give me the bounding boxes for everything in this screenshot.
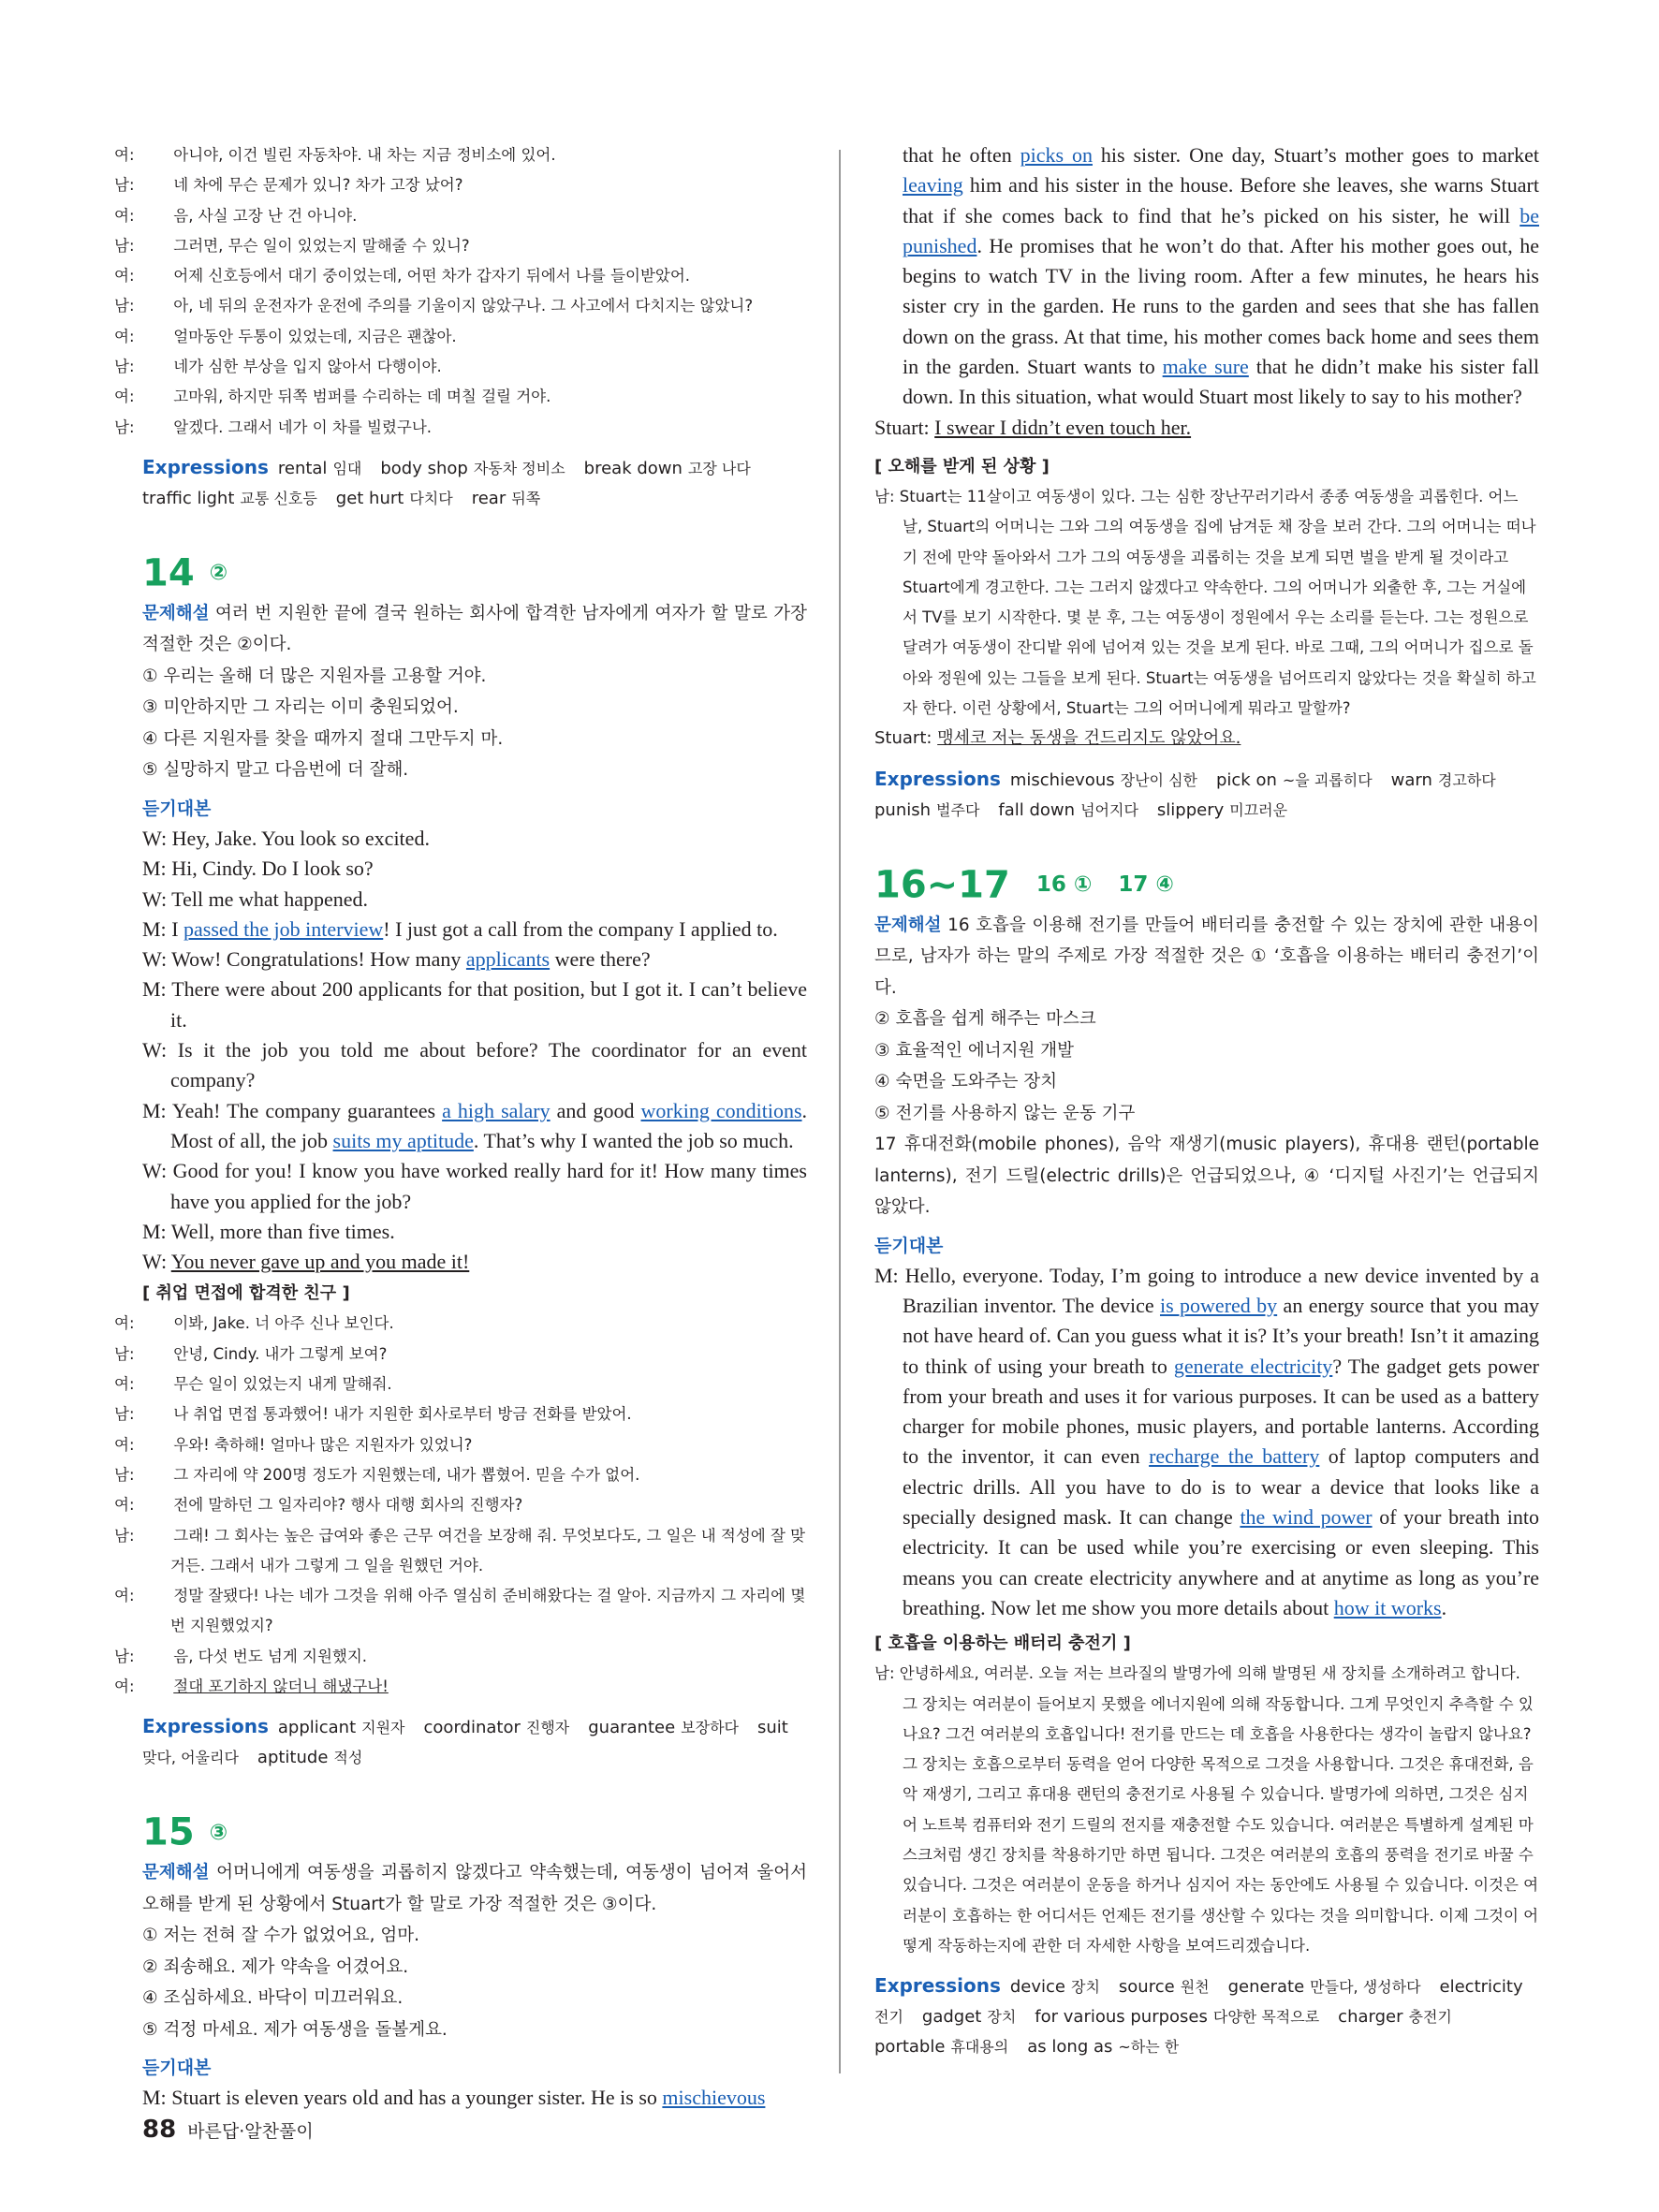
stuart-korean-answer: 맹세코 저는 동생을 건드리지도 않았어요. [937, 728, 1241, 749]
text-run: were there? [550, 947, 651, 972]
speaker: 남: [114, 417, 135, 436]
line-text: 우와! 축하해! 얼마나 많은 지원자가 있었니? [173, 1435, 473, 1454]
speaker: 여: [114, 1677, 135, 1695]
dialogue-line [114, 1340, 807, 1370]
q1617-korean [874, 1659, 1539, 1961]
expression-term: rear [471, 488, 507, 508]
expression-meaning: 넘어지다 [1080, 800, 1138, 819]
expression-term: rental [277, 458, 328, 478]
q15-options [142, 1920, 807, 2045]
option: ④ 다른 지원자를 찾을 때까지 절대 그만두지 마. [142, 728, 504, 749]
speaker: M: [874, 1263, 899, 1287]
expressions-16-17 [874, 1970, 1539, 2062]
text-run: . That’s why I wanted the job so much. [473, 1128, 794, 1152]
line-text: 고마워, 하지만 뒤쪽 범퍼를 수리하는 데 며칠 걸릴 거야. [173, 388, 551, 406]
dialogue-line [114, 140, 807, 170]
text-run: There were about 200 applicants for that position, but I got it. I can’t believe it. [170, 977, 807, 1032]
line-text: 네 차에 무슨 문제가 있니? 차가 고장 났어? [173, 176, 463, 195]
highlighted-phrase: leaving [903, 173, 963, 198]
stuart-korean-line [874, 724, 1539, 754]
text-run: Well, more than five times. [170, 1219, 395, 1243]
speaker: 남: [114, 1344, 135, 1363]
expression-term: generate [1227, 1977, 1305, 1998]
dialogue-line [114, 413, 807, 443]
expression-term: device [1009, 1977, 1065, 1998]
dialogue-line [114, 1581, 807, 1642]
expression-meaning: 장치 [987, 2008, 1017, 2027]
speaker: 남: [114, 1465, 135, 1484]
speaker: 여: [114, 206, 135, 225]
speaker: 여: [114, 388, 135, 406]
option: ① 우리는 올해 더 많은 지원자를 고용할 거야. [142, 666, 487, 686]
option: ③ 미안하지만 그 자리는 이미 충원되었어. [142, 697, 459, 718]
expression-term: punish [874, 799, 932, 820]
text-run: that he didn’t make his sister fall down. In this situation, what would Stuart most likely to say to his mother? [903, 355, 1539, 409]
dialogue-line [114, 322, 807, 352]
expression-meaning: 지원자 [361, 1719, 405, 1737]
script-line [142, 1096, 807, 1157]
expression-term: electricity [1439, 1977, 1523, 1998]
dialogue-line [114, 382, 807, 412]
q15-header [142, 1807, 807, 1857]
expressions-label: Expressions [874, 767, 1001, 790]
q15-explain-label: 문제해설 [142, 1863, 210, 1883]
text-run: and good [550, 1098, 641, 1122]
speaker: 여: [114, 1314, 135, 1333]
option: ② 죄송해요. 제가 약속을 어겼어요. [142, 1956, 409, 1977]
text-run: his sister. One day, Stuart’s mother goes to market [1092, 143, 1539, 167]
speaker: M: [142, 1219, 167, 1243]
q14-listen-label: 듣기대본 [142, 798, 212, 819]
stuart-line [874, 413, 1539, 443]
line-text: 그러면, 무슨 일이 있었는지 말해줄 수 있니? [173, 236, 470, 255]
option: ① 저는 전혀 잘 수가 없었어요, 엄마. [142, 1926, 419, 1946]
q17-explanation: 17 휴대전화(mobile phones), 음악 재생기(music players), 휴대용 랜턴(portable lanterns), 전기 드릴(electric drills)은 언급되었으나, ④ ‘디지털 사진기’는 언급되지 않았다. [874, 1135, 1539, 1218]
expressions-label: Expressions [142, 1715, 269, 1738]
q1617-number: 16~17 [874, 863, 1010, 907]
option: ④ 조심하세요. 바닥이 미끄러워요. [142, 1988, 404, 2009]
highlighted-phrase: passed the job interview [184, 916, 384, 941]
q14-explanation [142, 598, 807, 661]
script-line [142, 1035, 807, 1096]
speaker: W: [142, 1038, 168, 1062]
line-text: 음, 사실 고장 난 건 아니야. [173, 206, 358, 225]
q15-listen-label: 듣기대본 [142, 2058, 212, 2079]
line-text: 네가 심한 부상을 입지 않아서 다행이야. [173, 358, 442, 376]
expression-term: break down [583, 458, 683, 478]
expression-term: mischievous [1009, 769, 1115, 790]
option: ⑤ 실망하지 말고 다음번에 더 잘해. [142, 760, 409, 781]
speaker: 남: [114, 176, 135, 195]
dialogue-line [114, 1672, 807, 1702]
line-text: 절대 포기하지 않더니 해냈구나! [173, 1677, 389, 1695]
speaker: 남: [114, 236, 135, 255]
line-text: 정말 잘됐다! 나는 네가 그것을 위해 아주 열심히 준비해왔다는 걸 알아. 지금까지 그 자리에 몇 번 지원했었지? [170, 1587, 806, 1635]
expression-meaning: 원천 [1180, 1978, 1210, 1997]
q16-explanation [874, 910, 1539, 1004]
text-run: Hey, Jake. You look so excited. [171, 826, 430, 850]
text-run: an energy source that you may not have heard of. Can you guess what it is? It’s your breath! Isn’t it amazing to think of using your breath to [903, 1293, 1539, 1378]
expression-meaning: 진행자 [525, 1719, 570, 1737]
dialogue-line [114, 1430, 807, 1460]
speaker: 여: [114, 327, 135, 345]
expression-term: slippery [1156, 799, 1225, 820]
expression-term: portable [874, 2037, 946, 2058]
q14-korean-dialogue [114, 1309, 807, 1702]
highlighted-phrase: how it works [1333, 1595, 1442, 1619]
line-text: 나 취업 면접 통과했어! 내가 지원한 회사로부터 방금 전화를 받았어. [173, 1405, 632, 1424]
dialogue-line [114, 1399, 807, 1429]
text-run: of laptop computers and electric drills. All you have to do is to wear a device that looks like a specially designed mask. It can change [903, 1444, 1539, 1530]
speaker: W: [142, 826, 168, 850]
expressions-label: Expressions [874, 1974, 1001, 1998]
expressions-13 [142, 452, 807, 514]
dialogue-line [114, 261, 807, 291]
dialogue-line [114, 231, 807, 261]
right-column [874, 140, 1539, 2062]
stuart-speaker: Stuart: [874, 415, 930, 439]
dialogue-line [114, 201, 807, 231]
q15-box-title: [ 오해를 받게 된 상황 ] [874, 456, 1050, 476]
expression-term: gadget [921, 2007, 982, 2028]
q14-number: 14 [142, 551, 195, 595]
speaker: M: [142, 1098, 167, 1122]
expression-meaning: 맞다, 어울리다 [142, 1749, 239, 1767]
expression-term: applicant [277, 1718, 357, 1738]
text-run: . [1441, 1595, 1447, 1619]
q1617-header [874, 859, 1539, 910]
expression-meaning: 다양한 목적으로 [1212, 2008, 1320, 2027]
expression-term: body shop [380, 458, 468, 478]
script-line [142, 945, 807, 974]
q17-answer: 17 ④ [1118, 872, 1174, 898]
expression-meaning: 다치다 [409, 489, 453, 507]
text-run: Wow! Congratulations! How many [171, 947, 466, 972]
highlighted-phrase: recharge the battery [1149, 1444, 1320, 1469]
text-run: Tell me what happened. [171, 886, 368, 911]
expression-term: warn [1390, 769, 1432, 790]
q16-explain-text: 16 호흡을 이용해 전기를 만들어 배터리를 충전할 수 있는 장치에 관한 내용이므로, 남자가 하는 말의 주제로 가장 적절한 것은 ① ‘호흡을 이용하는 배터리 충전기’이다. [874, 915, 1539, 998]
speaker: 남: [114, 297, 135, 315]
line-text: 이봐, Jake. 너 아주 신나 보인다. [173, 1314, 394, 1333]
text-run: that he often [903, 143, 1020, 167]
expression-meaning: 휴대용의 [950, 2038, 1009, 2057]
highlighted-phrase: suits my aptitude [332, 1128, 474, 1152]
text-run: of your breath into electricity. It can be used while you’re exercising or even sleeping. This means you can create electricity anywhere and at anytime as long as you’re breathing. Now let me show you more details about [903, 1505, 1539, 1619]
speaker: 여: [114, 1587, 135, 1605]
dialogue-line [114, 1309, 807, 1339]
q14-explain-text: 여러 번 지원한 끝에 결국 원하는 회사에 합격한 남자에게 여자가 할 말로 가장 적절한 것은 ②이다. [142, 603, 807, 655]
q14-script [142, 824, 807, 1277]
speaker: 남: [874, 1664, 895, 1683]
text-run: ? The gadget gets power from your breath and uses it for various purposes. It can be used as a battery charger for mobile phones, music players, and portable lanterns. According to the inventor, it can even [903, 1354, 1539, 1469]
q1617-listen-label: 듣기대본 [874, 1235, 944, 1256]
expression-term: fall down [998, 799, 1076, 820]
expression-meaning: 장난이 심한 [1120, 770, 1197, 789]
speaker: W: [142, 1159, 168, 1183]
expression-term: charger [1338, 2007, 1403, 2028]
line-text: 아니야, 이건 빌린 자동차야. 내 차는 지금 정비소에 있어. [173, 146, 556, 164]
option: ③ 효율적인 에너지원 개발 [874, 1040, 1074, 1061]
expression-term: get hurt [335, 488, 404, 508]
highlighted-phrase: the wind power [1240, 1505, 1373, 1530]
script-line [142, 1247, 807, 1277]
speaker: 여: [114, 1435, 135, 1454]
option: ⑤ 걱정 마세요. 제가 여동생을 돌볼게요. [142, 2019, 448, 2040]
script-line [142, 1156, 807, 1217]
script-line [142, 824, 807, 854]
highlighted-phrase: mischievous [662, 2086, 766, 2110]
expression-term: as long as [1027, 2037, 1113, 2058]
q15-script-continued [874, 140, 1539, 413]
line-text: 안녕, Cindy. 내가 그렇게 보여? [173, 1344, 388, 1363]
expression-meaning: 고장 나다 [687, 459, 751, 477]
expression-meaning: 경고하다 [1437, 770, 1496, 789]
expression-meaning: 충전기 [1408, 2008, 1452, 2027]
q15-answer: ③ [209, 1820, 228, 1845]
text-run: . Most of all, the job [170, 1098, 808, 1152]
speaker: M: [142, 857, 167, 881]
underlined-text: You never gave up and you made it! [170, 1250, 470, 1274]
expression-meaning: 장치 [1070, 1978, 1100, 1997]
expression-meaning: 자동차 정비소 [473, 459, 565, 477]
line-text: 그래! 그 회사는 높은 급여와 좋은 근무 여건을 보장해 줘. 무엇보다도, 그 일은 내 적성에 잘 맞거든. 그래서 내가 그렇게 그 일을 원했던 거야. [170, 1526, 806, 1575]
expressions-label: Expressions [142, 455, 269, 478]
line-text: 얼마동안 두통이 있었는데, 지금은 괜찮아. [173, 327, 457, 345]
speaker: M: [142, 977, 167, 1002]
speaker: 여: [114, 146, 135, 164]
line-text: 음, 다섯 번도 넘게 지원했지. [173, 1647, 368, 1665]
expression-term: coordinator [423, 1718, 521, 1738]
q16-options [874, 1003, 1539, 1129]
q1617-script [874, 1261, 1539, 1624]
text-run: Yeah! The company guarantees [171, 1098, 443, 1122]
q15-explanation [142, 1857, 807, 1920]
dialogue-line [114, 1642, 807, 1672]
speaker: M: [142, 2086, 167, 2110]
speaker: 남: [114, 1405, 135, 1424]
q1617-explain-label: 문제해설 [874, 915, 942, 935]
highlighted-phrase: picks on [1020, 143, 1093, 167]
text-run: Is it the job you told me about before? The coordinator for an event company? [170, 1038, 808, 1092]
expression-meaning: 미끄러운 [1229, 800, 1288, 819]
q1617-korean-text: 안녕하세요, 여러분. 오늘 저는 브라질의 발명가에 의해 발명된 새 장치를 소개하려고 합니다. 그 장치는 여러분이 들어보지 못했을 에너지원에 의해 작동합니다. 그게 무엇인지 추측할 수 있나요? 그건 여러분의 호흡입니다! 전기를 만드는 데 호흡을 사용한다는 생각이 놀랍지 않나요? 그 장치는 호흡으로부터 동력을 얻어 다양한 목적으로 그것을 사용합니다. 그것은 휴대전화, 음악 재생기, 그리고 휴대용 랜턴의 충전기로 사용될 수 있습니다. 발명가에 의하면, 그것은 심지어 노트북 컴퓨터와 전기 드릴의 전지를 재충전할 수도 있습니다. 여러분은 특별하게 설계된 마스크처럼 생긴 장치를 착용하기만 하면 됩니다. 그것은 여러분의 호흡의 풍력을 전기로 바꿀 수 있습니다. 그것은 여러분이 운동을 하거나 심지어 자는 동안에도 사용될 수 있습니다. 이것은 여러분이 호흡하는 한 어디서든 언제든 전기를 생산할 수 있다는 것을 의미합니다. 이제 그것이 어떻게 작동하는지에 관한 더 자세한 사항을 보여드리겠습니다. [899, 1664, 1539, 1955]
text-run: . He promises that he won’t do that. After his mother goes out, he begins to watch TV in the living room. After a few minutes, he hears his sister cry in the garden. He runs to the garden and sees that she has fallen down on the grass. At that time, his mother comes back home and sees them in the garden. Stuart wants to [903, 233, 1539, 379]
highlighted-phrase: be punished [903, 203, 1539, 257]
highlighted-phrase: applicants [465, 947, 551, 972]
speaker: 남: [874, 487, 895, 505]
expression-meaning: 전기 [874, 2008, 903, 2027]
text-run: him and his sister in the house. Before she leaves, she warns Stuart that if she comes back to find that he’s picked on his sister, he will [903, 173, 1539, 227]
text-run: Hi, Cindy. Do I look so? [171, 857, 374, 881]
left-column [114, 140, 808, 2114]
expression-meaning: 뒤쪽 [511, 489, 541, 507]
script-line [142, 854, 807, 884]
text-run: Hello, everyone. Today, I’m going to introduce a new device invented by a Brazilian inventor. The device [903, 1263, 1540, 1317]
expression-meaning: 만들다, 생성하다 [1310, 1978, 1421, 1997]
speaker: 남: [114, 1647, 135, 1665]
dialogue-line [114, 1370, 807, 1399]
top-dialogue-korean [114, 140, 807, 443]
expressions-15 [874, 764, 1539, 826]
speaker: 여: [114, 1375, 135, 1394]
expression-term: source [1118, 1977, 1175, 1998]
script-line [142, 1217, 807, 1247]
expression-meaning: ~하는 한 [1118, 2038, 1180, 2057]
script-line [142, 885, 807, 915]
book-title: 바른답·알찬풀이 [187, 2121, 314, 2142]
highlighted-phrase: working conditions [640, 1098, 802, 1122]
stuart-answer: I swear I didn’t even touch her. [934, 415, 1192, 439]
expression-term: aptitude [257, 1748, 329, 1768]
q15-script-start [142, 2083, 807, 2113]
text-run: Good for you! I know you have worked really hard for it! How many times have you applied for the job? [170, 1159, 807, 1213]
line-text: 전에 말하던 그 일자리야? 행사 대행 회사의 진행자? [173, 1496, 523, 1515]
q15-number: 15 [142, 1810, 195, 1854]
q14-box-title: [ 취업 면접에 합격한 친구 ] [142, 1283, 350, 1304]
dialogue-line [114, 1521, 807, 1582]
dialogue-line [114, 1490, 807, 1520]
q14-options [142, 661, 807, 786]
q14-answer: ② [209, 561, 228, 586]
expression-term: traffic light [142, 488, 235, 508]
highlighted-phrase: make sure [1162, 355, 1249, 379]
speaker: M: [142, 916, 167, 941]
line-text: 어제 신호등에서 대기 중이었는데, 어떤 차가 갑자기 뒤에서 나를 들이받았어. [173, 267, 691, 286]
script-line [142, 915, 807, 945]
expression-meaning: 적성 [333, 1749, 363, 1767]
dialogue-line [114, 1460, 807, 1490]
column-divider [839, 150, 841, 2073]
text-run: ! I just got a call from the company I applied to. [383, 916, 778, 941]
dialogue-line [114, 352, 807, 382]
speaker: W: [142, 947, 168, 972]
line-text: 알겠다. 그래서 네가 이 차를 빌렸구나. [173, 417, 433, 436]
highlighted-phrase: is powered by [1159, 1293, 1278, 1317]
line-text: 아, 네 뒤의 운전자가 운전에 주의를 기울이지 않았구나. 그 사고에서 다치지는 않았니? [173, 297, 754, 315]
speaker: 남: [114, 1526, 135, 1545]
speaker: 여: [114, 1496, 135, 1515]
expression-term: pick on [1215, 769, 1277, 790]
expression-meaning: 임대 [332, 459, 362, 477]
expression-meaning: ~을 괴롭히다 [1282, 770, 1373, 789]
expression-term: for various purposes [1035, 2007, 1208, 2028]
dialogue-line [114, 170, 807, 200]
q15-korean-text: Stuart는 11살이고 여동생이 있다. 그는 심한 장난꾸러기라서 종종 여동생을 괴롭힌다. 어느 날, Stuart의 어머니는 그와 그의 여동생을 집에 남겨둔 채 장을 보러 간다. 그의 어머니는 떠나기 전에 만약 돌아와서 그가 그의 여동생을 괴롭히는 것을 보게 되면 벌을 받게 될 것이라고 Stuart에게 경고한다. 그는 그러지 않겠다고 약속한다. 그의 어머니가 외출한 후, 그는 거실에서 TV를 보기 시작한다. 몇 분 후, 그는 여동생이 정원에서 우는 소리를 듣는다. 그는 정원으로 달려가 여동생이 잔디밭 위에 넘어져 있는 것을 보게 된다. 바로 그때, 그의 어머니가 집으로 돌아와 정원에 있는 그들을 보게 된다. Stuart는 여동생을 넘어뜨리지 않았다는 것을 확실히 하고자 한다. 이런 상황에서, Stuart는 그의 어머니에게 뭐라고 말할까? [899, 487, 1536, 718]
page-footer [142, 2116, 314, 2144]
q14-explain-label: 문제해설 [142, 603, 210, 623]
expression-term: suit [756, 1718, 788, 1738]
script-line [142, 974, 807, 1035]
q15-explain-text: 어머니에게 여동생을 괴롭히지 않겠다고 약속했는데, 여동생이 넘어져 울어서 오해를 받게 된 상황에서 Stuart가 할 말로 가장 적절한 것은 ③이다. [142, 1863, 807, 1914]
option: ② 호흡을 쉽게 해주는 마스크 [874, 1009, 1096, 1030]
line-text: 무슨 일이 있었는지 내게 말해줘. [173, 1375, 392, 1394]
text-run: Stuart is eleven years old and has a younger sister. He is so [171, 2086, 663, 2110]
speaker: 여: [114, 267, 135, 286]
speaker: W: [142, 886, 168, 911]
speaker: 남: [114, 358, 135, 376]
expression-meaning: 교통 신호등 [240, 489, 317, 507]
option: ⑤ 전기를 사용하지 않는 운동 기구 [874, 1103, 1136, 1123]
q1617-box-title: [ 호흡을 이용하는 배터리 충전기 ] [874, 1633, 1131, 1654]
q15-korean [874, 482, 1539, 724]
expression-meaning: 보장하다 [681, 1719, 739, 1737]
expressions-14 [142, 1711, 807, 1773]
q16-answer: 16 ① [1035, 872, 1093, 898]
line-text: 그 자리에 약 200명 정도가 지원했는데, 내가 뽑혔어. 믿을 수가 없어. [173, 1465, 640, 1484]
stuart-speaker: Stuart: [874, 728, 932, 749]
q14-header [142, 548, 807, 598]
highlighted-phrase: a high salary [442, 1098, 551, 1122]
speaker: W: [142, 1250, 168, 1274]
expression-term: guarantee [588, 1718, 676, 1738]
highlighted-phrase: generate electricity [1173, 1354, 1333, 1378]
page-number: 88 [142, 2116, 177, 2144]
expression-meaning: 벌주다 [936, 800, 980, 819]
dialogue-line [114, 291, 807, 321]
text-run: I [171, 916, 184, 941]
option: ④ 숙면을 도와주는 장치 [874, 1072, 1058, 1092]
